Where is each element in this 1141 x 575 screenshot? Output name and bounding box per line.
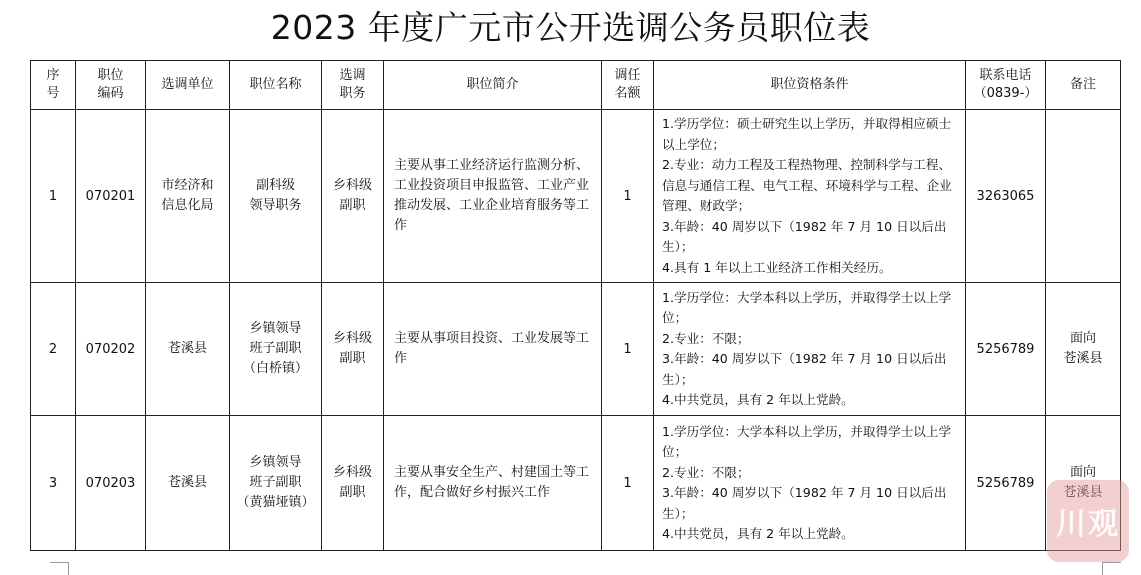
position-table (30, 60, 1121, 551)
cell-note: 面向 苍溪县 (1046, 283, 1121, 416)
cell-reqs (654, 110, 966, 283)
req-item: 1.学历学位：大学本科以上学历，并取得学士以上学位； (662, 289, 952, 325)
cell-code: 070201 (76, 110, 146, 283)
document-title: 2023 年度广元市公开选调公务员职位表 (270, 8, 871, 47)
cell-reqs (654, 416, 966, 551)
cell-unit: 苍溪县 (146, 416, 230, 551)
cell-seq: 1 (31, 110, 76, 283)
table-row (31, 283, 1121, 416)
req-item: 4.具有 1 年以上工业经济工作相关经历。 (662, 259, 892, 275)
cell-name: 副科级 领导职务 (230, 110, 322, 283)
cell-duty: 乡科级 副职 (322, 283, 384, 416)
cell-name: 乡镇领导 班子副职 （白桥镇） (230, 283, 322, 416)
page-corner-mark (50, 562, 69, 575)
cell-quota: 1 (602, 110, 654, 283)
header-phone: 联系电话 （0839-） (966, 61, 1046, 110)
cell-duty: 乡科级 副职 (322, 416, 384, 551)
cell-quota: 1 (602, 416, 654, 551)
cell-note (1046, 110, 1121, 283)
cell-code: 070203 (76, 416, 146, 551)
cell-intro: 主要从事安全生产、村建国土等工作，配合做好乡村振兴工作 (384, 416, 602, 551)
cell-phone: 3263065 (966, 110, 1046, 283)
cell-phone: 5256789 (966, 283, 1046, 416)
req-item: 4.中共党员，具有 2 年以上党龄。 (662, 392, 854, 407)
req-item: 1.学历学位：硕士研究生以上学历，并取得相应硕士以上学位； (662, 116, 952, 152)
header-seq: 序 号 (31, 61, 76, 110)
req-item: 4.中共党员，具有 2 年以上党龄。 (662, 526, 854, 541)
cell-seq: 3 (31, 416, 76, 551)
cell-name: 乡镇领导 班子副职 （黄猫垭镇） (230, 416, 322, 551)
cell-unit: 市经济和 信息化局 (146, 110, 230, 283)
req-item: 1.学历学位：大学本科以上学历，并取得学士以上学位； (662, 423, 952, 459)
table-header-row (31, 61, 1121, 110)
cell-phone: 5256789 (966, 416, 1046, 551)
cell-note: 面向 苍溪县 (1046, 416, 1121, 551)
req-item: 3.年龄：40 周岁以下（1982 年 7 月 10 日以后出生）； (662, 485, 947, 521)
cell-intro: 主要从事项目投资、工业发展等工作 (384, 283, 602, 416)
req-item: 2.专业：不限； (662, 464, 750, 480)
header-note: 备注 (1046, 61, 1121, 110)
header-code: 职位 编码 (76, 61, 146, 110)
header-quota: 调任 名额 (602, 61, 654, 110)
cell-code: 070202 (76, 283, 146, 416)
header-duty: 选调 职务 (322, 61, 384, 110)
header-name: 职位名称 (230, 61, 322, 110)
watermark-logo: 川观 (1047, 480, 1129, 562)
header-intro: 职位简介 (384, 61, 602, 110)
req-item: 2.专业：不限； (662, 330, 750, 346)
cell-intro: 主要从事工业经济运行监测分析、工业投资项目申报监管、工业产业推动发展、工业企业培育服务等工作 (384, 110, 602, 283)
cell-quota: 1 (602, 283, 654, 416)
req-item: 3.年龄：40 周岁以下（1982 年 7 月 10 日以后出生）； (662, 351, 947, 387)
req-item: 3.年龄：40 周岁以下（1982 年 7 月 10 日以后出生）； (662, 218, 947, 254)
cell-reqs (654, 283, 966, 416)
table-row (31, 110, 1121, 283)
header-unit: 选调单位 (146, 61, 230, 110)
header-reqs: 职位资格条件 (654, 61, 966, 110)
page-corner-mark (1102, 562, 1121, 575)
cell-seq: 2 (31, 283, 76, 416)
cell-duty: 乡科级 副职 (322, 110, 384, 283)
cell-unit: 苍溪县 (146, 283, 230, 416)
table-row (31, 416, 1121, 551)
req-item: 2.专业：动力工程及工程热物理、控制科学与工程、信息与通信工程、电气工程、环境科学与工程、企业管理、财政学； (662, 157, 952, 213)
